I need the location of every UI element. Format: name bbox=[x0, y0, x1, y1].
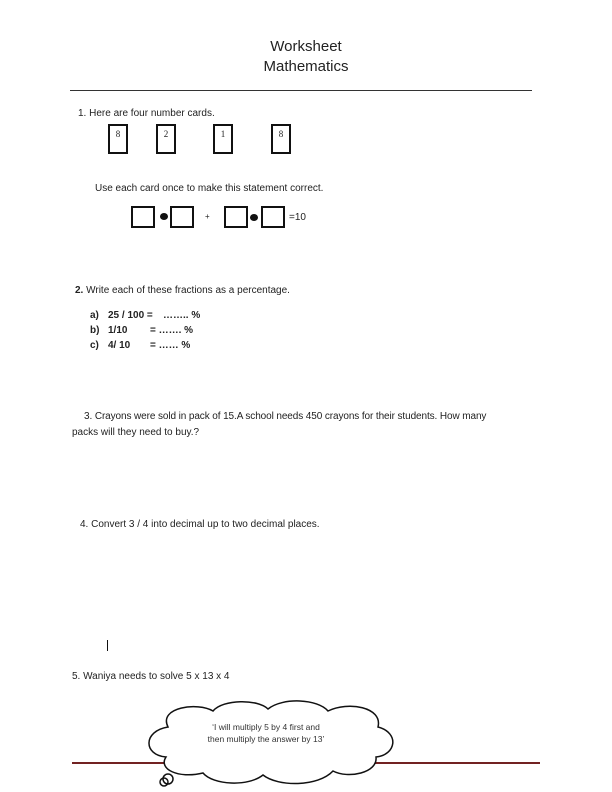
answer-box[interactable] bbox=[131, 206, 155, 228]
q2-item-fraction: 4/ 10 bbox=[108, 340, 131, 351]
q2-item-label: c) bbox=[90, 340, 99, 351]
q5-prompt: 5. Waniya needs to solve 5 x 13 x 4 bbox=[72, 671, 230, 682]
thought-text bbox=[140, 721, 392, 745]
thought-line: ‘I will multiply 5 by 4 first and bbox=[212, 722, 320, 732]
header-rule bbox=[70, 90, 532, 91]
q2-prompt bbox=[75, 285, 290, 296]
q1-instruction: Use each card once to make this statement correct. bbox=[95, 183, 324, 194]
q2-item-label: a) bbox=[90, 310, 99, 321]
q2-item-label: b) bbox=[90, 325, 100, 336]
answer-box[interactable] bbox=[170, 206, 194, 228]
number-card: 8 bbox=[271, 124, 291, 154]
q2-item-blank[interactable]: = …… % bbox=[150, 340, 191, 351]
equals-ten: =10 bbox=[289, 212, 306, 223]
thought-line: then multiply the answer by 13’ bbox=[207, 734, 325, 744]
text-cursor bbox=[107, 640, 108, 651]
answer-box[interactable] bbox=[224, 206, 248, 228]
q2-item-fraction: 1/10 bbox=[108, 325, 128, 336]
q2-item-blank[interactable]: = ……. % bbox=[150, 325, 194, 336]
answer-box[interactable] bbox=[261, 206, 285, 228]
decimal-point bbox=[160, 213, 168, 220]
q3-line2: packs will they need to buy.? bbox=[72, 427, 200, 438]
q4-prompt: 4. Convert 3 / 4 into decimal up to two decimal places. bbox=[80, 519, 320, 530]
decimal-point bbox=[250, 214, 258, 221]
plus-sign: + bbox=[205, 212, 210, 221]
q2-text: Write each of these fractions as a percentage. bbox=[86, 285, 290, 296]
q2-number: 2. bbox=[75, 285, 84, 296]
q2-item-fraction: 25 / 100 = bbox=[108, 310, 153, 321]
q2-item-blank[interactable]: …….. % bbox=[163, 310, 201, 321]
number-card: 2 bbox=[156, 124, 176, 154]
worksheet-title: Worksheet bbox=[270, 38, 342, 55]
worksheet-subtitle: Mathematics bbox=[263, 58, 349, 75]
number-card: 1 bbox=[213, 124, 233, 154]
number-card: 8 bbox=[108, 124, 128, 154]
q1-prompt: 1. Here are four number cards. bbox=[78, 108, 215, 119]
q3-line1: 3. Crayons were sold in pack of 15.A school needs 450 crayons for their students. How many bbox=[84, 411, 487, 422]
